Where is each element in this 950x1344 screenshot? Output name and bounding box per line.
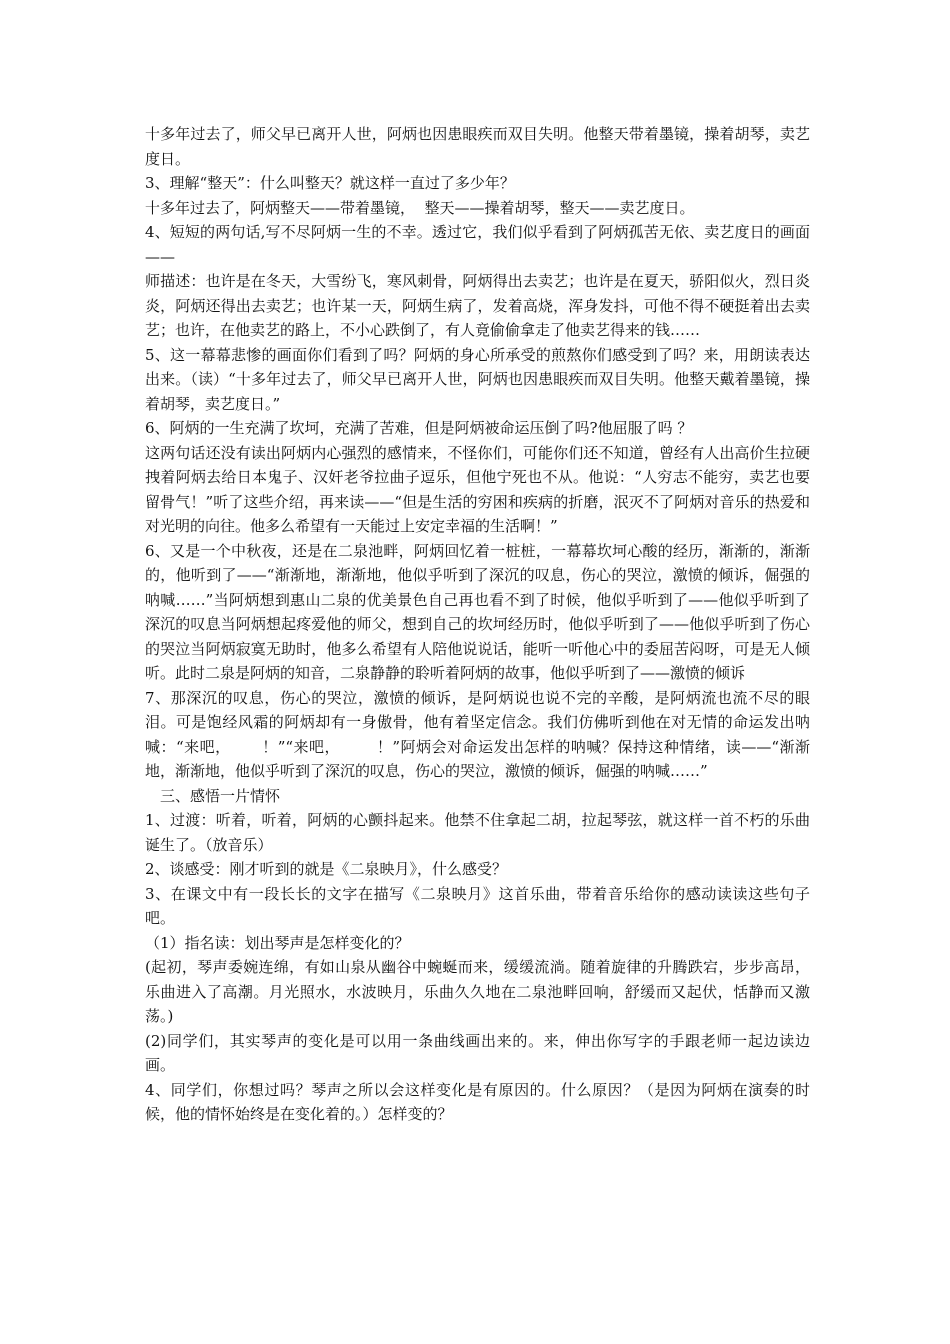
paragraph: 十多年过去了，阿炳整天——带着墨镜， 整天——操着胡琴，整天——卖艺度日。	[145, 198, 695, 217]
paragraph: 6、阿炳的一生充满了坎坷，充满了苦难，但是阿炳被命运压倒了吗?他屈服了吗 ？	[145, 419, 693, 437]
paragraph: 5、这一幕幕悲惨的画面你们看到了吗？阿炳的身心所承受的煎熬你们感受到了吗？来，用朗读表达出来。（读）“十多年过去了，师父早已离开人世，阿炳也因患眼疾而双目失明。他整天戴着墨镜，操着胡琴，卖艺度日。”	[145, 345, 810, 413]
paragraph: 3、在课文中有一段长长的文字在描写《二泉映月》这首乐曲，带着音乐给你的感动读读这些句子吧。	[145, 884, 810, 927]
paragraph: 7、那深沉的叹息，伤心的哭泣，激愤的倾诉，是阿炳说也说不完的辛酸，是阿炳流也流不尽的眼泪。可是饱经风霜的阿炳却有一身傲骨，他有着坚定信念。我们仿佛听到他在对无情的命运发出呐喊：“来吧， ！”“来吧， ！”阿炳会对命运发出怎样的呐喊？保持这种情绪，读——“渐渐地，渐渐地，他似乎听到了深沉的叹息，伤心的哭泣，激愤的倾诉，倔强的呐喊……”	[145, 688, 810, 780]
paragraph: (起初，琴声委婉连绵，有如山泉从幽谷中蜿蜒而来，缓缓流淌。随着旋律的升腾跌宕，步步高昂，乐曲进入了高潮。月光照水，水波映月，乐曲久久地在二泉池畔回响，舒缓而又起伏，恬静而又激荡。)	[145, 958, 810, 1025]
document-page	[145, 122, 810, 1127]
paragraph: 十多年过去了，师父早已离开人世，阿炳也因患眼疾而双目失明。他整天带着墨镜，操着胡琴，卖艺度日。	[145, 125, 810, 168]
paragraph: (2)同学们，其实琴声的变化是可以用一条曲线画出来的。来，伸出你写字的手跟老师一起边读边画。	[145, 1031, 810, 1074]
paragraph: 2、谈感受：刚才听到的就是《二泉映月》，什么感受？	[145, 860, 508, 878]
paragraph: 师描述：也许是在冬天，大雪纷飞，寒风刺骨，阿炳得出去卖艺；也许是在夏天，骄阳似火，烈日炎炎，阿炳还得出去卖艺；也许某一天，阿炳生病了，发着高烧，浑身发抖，可他不得不硬挺着出去卖艺；也许，在他卖艺的路上，不小心跌倒了，有人竟偷偷拿走了他卖艺得来的钱……	[145, 272, 810, 339]
section-heading: 三、感悟一片情怀	[160, 786, 281, 805]
paragraph: 3、理解“整天”：什么叫整天？就这样一直过了多少年？	[145, 174, 515, 192]
paragraph: 这两句话还没有读出阿炳内心强烈的感情来，不怪你们，可能你们还不知道，曾经有人出高价生拉硬拽着阿炳去给日本鬼子、汉奸老爷拉曲子逗乐，但他宁死也不从。他说：“人穷志不能穷，卖艺也要留骨气！”听了这些介绍，再来读——“但是生活的穷困和疾病的折磨，泯灭不了阿炳对音乐的热爱和对光明的向往。他多么希望有一天能过上安定幸福的生活啊！”	[145, 443, 810, 535]
paragraph: （1）指名读：划出琴声是怎样变化的？	[145, 933, 410, 952]
paragraph: 4、同学们，你想过吗？琴声之所以会这样变化是有原因的。什么原因？（是因为阿炳在演奏的时候，他的情怀始终是在变化着的。）怎样变的？	[145, 1080, 810, 1123]
paragraph: 6、又是一个中秋夜，还是在二泉池畔，阿炳回忆着一桩桩，一幕幕坎坷心酸的经历，渐渐的，渐渐的，他听到了——“渐渐地，渐渐地，他似乎听到了深沉的叹息，伤心的哭泣，激愤的倾诉，倔强的呐喊……”当阿炳想到惠山二泉的优美景色自己再也看不到了时候，他似乎听到了——他似乎听到了深沉的叹息当阿炳想起疼爱他的师父，想到自己的坎坷经历时，他似乎听到了——他似乎听到了伤心的哭泣当阿炳寂寞无助时，他多么希望有人陪他说说话，能听一听他心中的委屈苦闷呀，可是无人倾听。此时二泉是阿炳的知音，二泉静静的聆听着阿炳的故事，他似乎听到了——激愤的倾诉	[145, 541, 810, 682]
paragraph: 1、过渡：听着，听着，阿炳的心颤抖起来。他禁不住拿起二胡，拉起琴弦，就这样一首不朽的乐曲诞生了。（放音乐）	[145, 811, 810, 854]
paragraph: 4、短短的两句话,写不尽阿炳一生的不幸。透过它，我们似乎看到了阿炳孤苦无依、卖艺度日的画面——	[145, 223, 810, 266]
